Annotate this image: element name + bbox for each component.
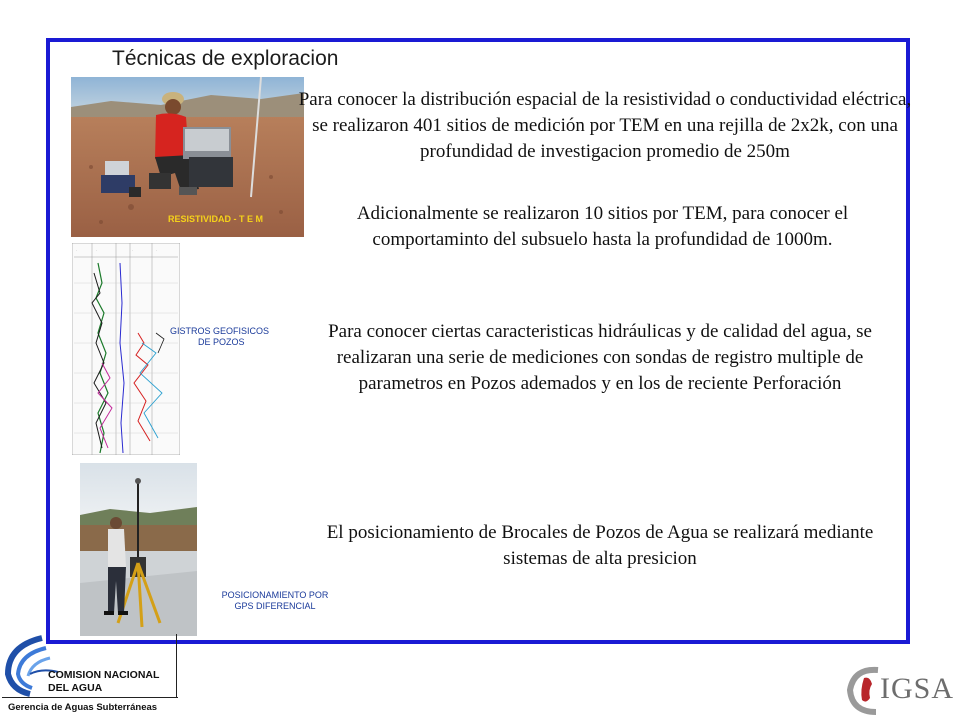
svg-text:.: . xyxy=(132,248,133,252)
paragraph-well-logging: Para conocer ciertas caracteristicas hidráulicas y de calidad del agua, se realizaran una serie de mediciones con sondas de registro multiple de parametros en Pozos ademados y en los de reciente Perforación xyxy=(328,321,872,394)
gps-caption-line2: GPS DIFERENCIAL xyxy=(234,601,316,611)
tem-caption: RESISTIVIDAD - T E M xyxy=(168,214,264,224)
department-name: Gerencia de Aguas Subterráneas xyxy=(8,702,158,713)
tem-field-photo xyxy=(71,77,304,237)
footer-horizontal-divider xyxy=(2,697,178,698)
conagua-name-line2: DEL AGUA xyxy=(48,682,103,694)
conagua-name xyxy=(48,669,159,695)
igsa-wordmark: IGSA xyxy=(880,672,955,705)
well-logs-caption-line2: DE POZOS xyxy=(198,337,245,347)
gps-field-photo xyxy=(80,463,197,636)
conagua-name-line1: COMISION NACIONAL xyxy=(48,669,160,681)
paragraph-tem-deep: Adicionalmente se realizaron 10 sitios por TEM, para conocer el comportaminto del subsuelo hasta la profundidad de 1000m. xyxy=(356,203,849,250)
gps-caption-line1: POSICIONAMIENTO POR xyxy=(221,590,329,600)
svg-text:.: . xyxy=(76,248,77,252)
svg-text:.: . xyxy=(156,248,157,252)
svg-text:.: . xyxy=(96,248,97,252)
gps-caption xyxy=(205,590,345,612)
slide-title: Técnicas de exploracion xyxy=(112,47,339,70)
well-logs-caption xyxy=(170,326,300,348)
paragraph-gps: El posicionamiento de Brocales de Pozos de Agua se realizará mediante sistemas de alta presicion xyxy=(326,522,874,569)
footer-vertical-divider xyxy=(176,634,177,698)
well-logs-caption-line1: GISTROS GEOFISICOS xyxy=(170,326,270,336)
paragraph-tem-grid: Para conocer la distribución espacial de la resistividad o conductividad eléctrica, se realizaron 401 sitios de medición por TEM en una rejilla de 2x2k, con una profundidad de investigacion promedio de 250m xyxy=(298,89,912,162)
well-logs-image xyxy=(72,243,180,455)
